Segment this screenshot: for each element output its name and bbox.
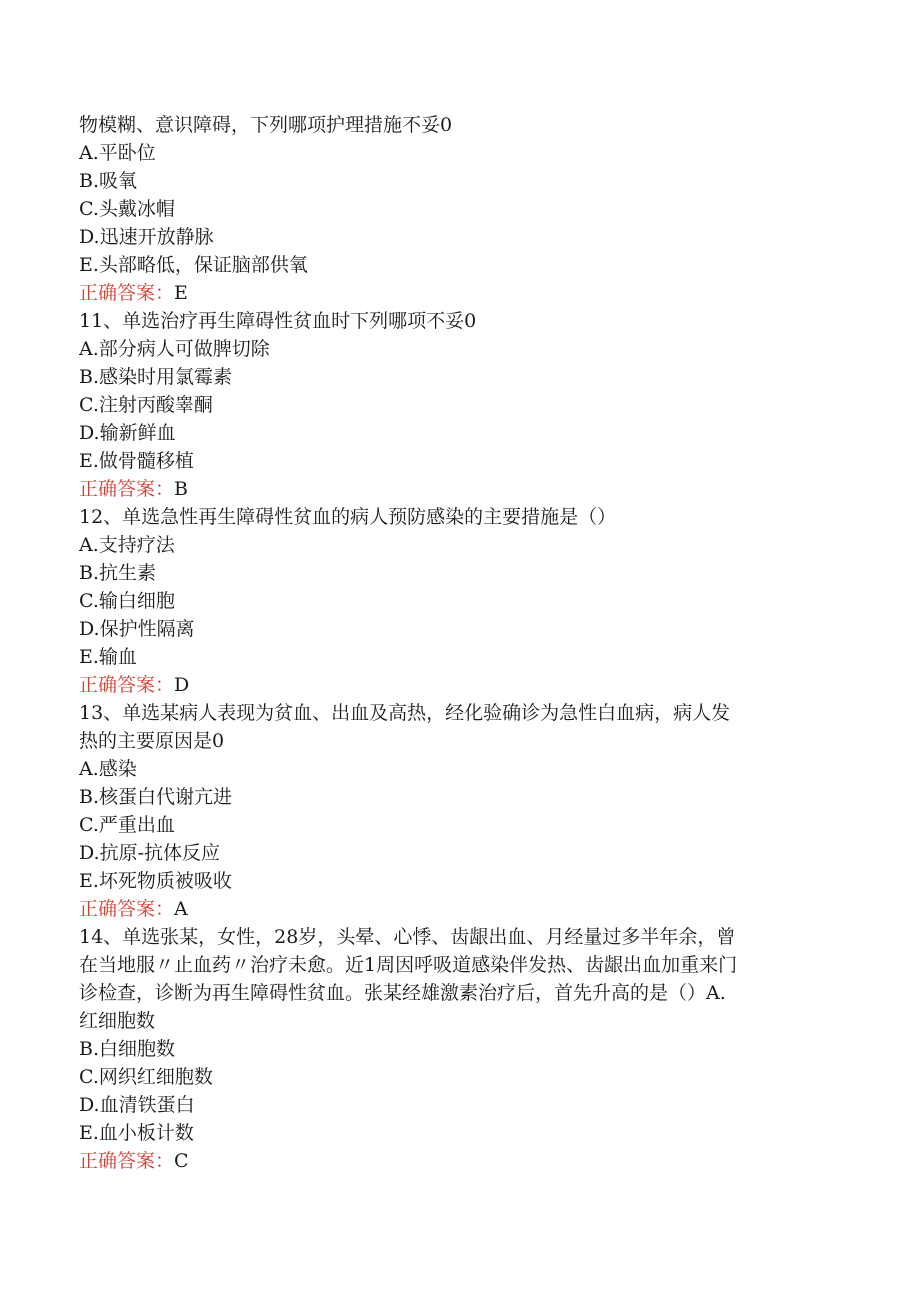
q13-option-d: D.抗原-抗体反应 bbox=[79, 842, 221, 864]
q11-answer-label: 正确答案： bbox=[79, 478, 175, 500]
q13-option-c: C.严重出血 bbox=[79, 814, 175, 836]
q14-answer-label: 正确答案： bbox=[79, 1150, 175, 1172]
q10-option-c: C.头戴冰帽 bbox=[79, 198, 175, 220]
q12-stem: 12、单选急性再生障碍性贫血的病人预防感染的主要措施是（） bbox=[79, 506, 617, 528]
q14-stem-line3: 诊检查，诊断为再生障碍性贫血。张某经雄激素治疗后，首先升高的是（）A. bbox=[79, 982, 726, 1004]
q13-stem-line2: 热的主要原因是0 bbox=[79, 730, 225, 752]
q11-answer-letter: B bbox=[174, 478, 188, 500]
q14-option-d: D.血清铁蛋白 bbox=[79, 1094, 195, 1116]
q11-option-c: C.注射丙酸睾酮 bbox=[79, 394, 213, 416]
q12-option-a: A.支持疗法 bbox=[79, 534, 175, 556]
q13-option-b: B.核蛋白代谢亢进 bbox=[79, 786, 233, 808]
q10-stem-tail: 物模糊、意识障碍，下列哪项护理措施不妥0 bbox=[79, 114, 453, 136]
q13-option-a: A.感染 bbox=[79, 758, 137, 780]
document-page bbox=[79, 111, 839, 1175]
q10-option-b: B.吸氧 bbox=[79, 170, 138, 192]
q14-option-c: C.网织红细胞数 bbox=[79, 1066, 213, 1088]
q10-option-a: A.平卧位 bbox=[79, 142, 156, 164]
q12-option-e: E.输血 bbox=[79, 646, 137, 668]
q14-stem-line1: 14、单选张某，女性，28岁，头晕、心悸、齿龈出血、月经量过多半年余，曾 bbox=[79, 926, 736, 948]
q12-option-c: C.输白细胞 bbox=[79, 590, 175, 612]
q14-stem-line4: 红细胞数 bbox=[79, 1010, 156, 1032]
q13-answer bbox=[79, 895, 839, 923]
q10-answer bbox=[79, 279, 839, 307]
q11-answer bbox=[79, 475, 839, 503]
q12-answer-label: 正确答案： bbox=[79, 674, 175, 696]
q11-option-e: E.做骨髓移植 bbox=[79, 450, 194, 472]
q10-answer-letter: E bbox=[174, 282, 188, 304]
q14-answer bbox=[79, 1147, 839, 1175]
q14-answer-letter: C bbox=[174, 1150, 189, 1172]
q11-stem: 11、单选治疗再生障碍性贫血时下列哪项不妥0 bbox=[79, 310, 477, 332]
q13-option-e: E.坏死物质被吸收 bbox=[79, 870, 232, 892]
q11-option-a: A.部分病人可做脾切除 bbox=[79, 338, 270, 360]
q14-option-e: E.血小板计数 bbox=[79, 1122, 194, 1144]
q12-answer-letter: D bbox=[174, 674, 190, 696]
q12-answer bbox=[79, 671, 839, 699]
q14-option-b: B.白细胞数 bbox=[79, 1038, 176, 1060]
q13-stem-line1: 13、单选某病人表现为贫血、出血及高热，经化验确诊为急性白血病，病人发 bbox=[79, 702, 731, 724]
q11-option-b: B.感染时用氯霉素 bbox=[79, 366, 233, 388]
q12-option-b: B.抗生素 bbox=[79, 562, 157, 584]
q14-stem-line2: 在当地服〃止血药〃治疗未愈。近1周因呼吸道感染伴发热、齿龈出血加重来门 bbox=[79, 954, 738, 976]
q13-answer-letter: A bbox=[174, 898, 188, 920]
q13-answer-label: 正确答案： bbox=[79, 898, 175, 920]
q12-option-d: D.保护性隔离 bbox=[79, 618, 195, 640]
q11-option-d: D.输新鲜血 bbox=[79, 422, 176, 444]
q10-option-e: E.头部略低，保证脑部供氧 bbox=[79, 254, 308, 276]
q10-option-d: D.迅速开放静脉 bbox=[79, 226, 214, 248]
q10-answer-label: 正确答案： bbox=[79, 282, 175, 304]
